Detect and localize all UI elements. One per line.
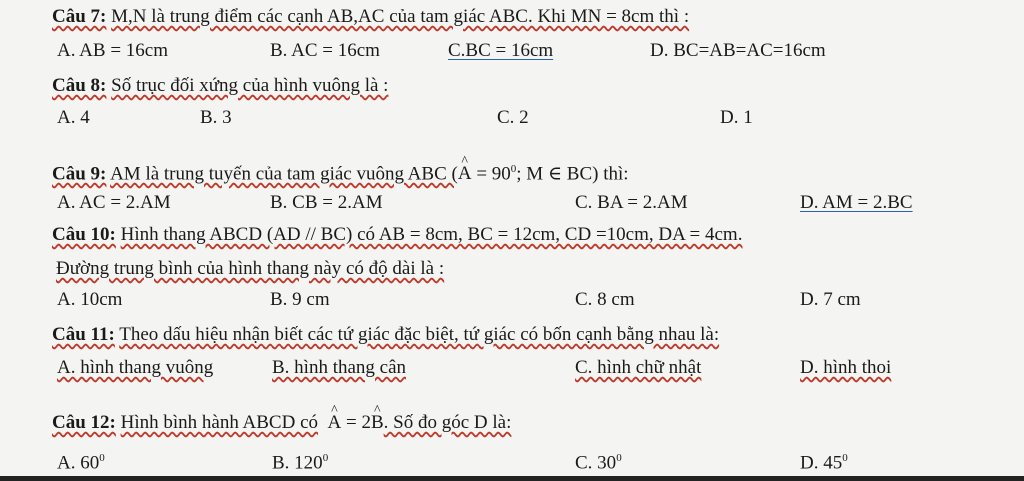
q7-option-d: D. BC=AB=AC=16cm <box>650 40 826 61</box>
question-7-text: M,N là trung điểm các cạnh AB,AC của tam giác ABC. Khi MN = 8cm thì : <box>111 6 690 27</box>
q8-option-b: B. 3 <box>200 107 232 128</box>
q9-option-b: B. CB = 2.AM <box>270 192 383 213</box>
question-11 <box>52 324 719 346</box>
question-9-end: ; M ∈ BC) thì: <box>516 163 629 185</box>
q12-option-d-value: D. 45 <box>800 452 843 474</box>
q12-option-a <box>57 447 105 474</box>
q12-option-d <box>800 447 848 474</box>
question-12-text-after: . Số đo góc D là: <box>383 412 512 433</box>
q12-option-c-degree: 0 <box>616 452 622 464</box>
q11-option-b: B. hình thang cân <box>272 357 407 378</box>
q12-option-a-value: A. 60 <box>57 452 100 474</box>
q11-option-c: C. hình chữ nhật <box>575 357 702 378</box>
q9-option-a: A. AC = 2.AM <box>57 192 171 213</box>
question-12 <box>52 412 511 434</box>
angle-a-symbol: ^ A <box>458 163 472 185</box>
q10-option-b: B. 9 cm <box>270 289 330 310</box>
q8-option-a: A. 4 <box>57 107 90 128</box>
question-9-text: AM là trung tuyến của tam giác vuông ABC ( <box>110 163 458 185</box>
q10-option-d: D. 7 cm <box>800 289 861 310</box>
q11-option-d: D. hình thoi <box>800 357 892 378</box>
question-9-label: Câu 9: <box>52 163 107 185</box>
q9-option-c: C. BA = 2.AM <box>575 192 688 213</box>
q8-option-d: D. 1 <box>720 107 753 128</box>
q12-option-b-value: B. 120 <box>272 452 323 474</box>
q12-option-d-degree: 0 <box>842 452 848 464</box>
question-11-text: Theo dấu hiệu nhận biết các tứ giác đặc biệt, tứ giác có bốn cạnh bằng nhau là: <box>119 324 720 345</box>
question-10-text: Hình thang ABCD (AD // BC) có AB = 8cm, BC = 12cm, CD =10cm, DA = 4cm. <box>120 224 743 245</box>
question-9-degree: 0 <box>510 163 517 175</box>
q7-option-b: B. AC = 16cm <box>270 40 380 61</box>
question-7 <box>52 6 689 28</box>
question-10 <box>52 224 742 246</box>
angle-a-symbol-q12: ^ A <box>328 412 342 434</box>
question-8 <box>52 75 388 97</box>
question-12-eq: = 2 <box>341 412 371 433</box>
question-8-text: Số trục đối xứng của hình vuông là : <box>111 75 389 96</box>
question-10-label: Câu 10: <box>52 224 116 245</box>
q12-option-b <box>272 447 328 474</box>
q11-option-a: A. hình thang vuông <box>57 357 214 378</box>
question-11-label: Câu 11: <box>52 324 115 345</box>
q9-option-d: D. AM = 2.BC <box>800 192 913 213</box>
question-7-label: Câu 7: <box>52 6 107 27</box>
q8-option-c: C. 2 <box>497 107 529 128</box>
q10-option-c: C. 8 cm <box>575 289 635 310</box>
bottom-divider <box>0 476 1024 481</box>
q12-option-b-degree: 0 <box>322 452 329 464</box>
question-10-text-line2: Đường trung bình của hình thang này có độ dài là : <box>56 258 445 279</box>
q12-option-c <box>575 447 622 474</box>
angle-b-symbol-q12: ^ B <box>371 412 384 434</box>
q7-option-c: C.BC = 16cm <box>448 40 554 61</box>
q12-option-a-degree: 0 <box>99 452 105 464</box>
question-9-eq: = 90 <box>471 163 511 185</box>
question-12-text: Hình bình hành ABCD có <box>120 412 319 433</box>
question-8-label: Câu 8: <box>52 75 107 96</box>
question-12-label: Câu 12: <box>52 412 116 433</box>
q12-option-c-value: C. 30 <box>575 452 617 474</box>
question-9 <box>52 158 629 185</box>
q10-option-a: A. 10cm <box>57 289 123 310</box>
q7-option-a: A. AB = 16cm <box>57 40 168 61</box>
